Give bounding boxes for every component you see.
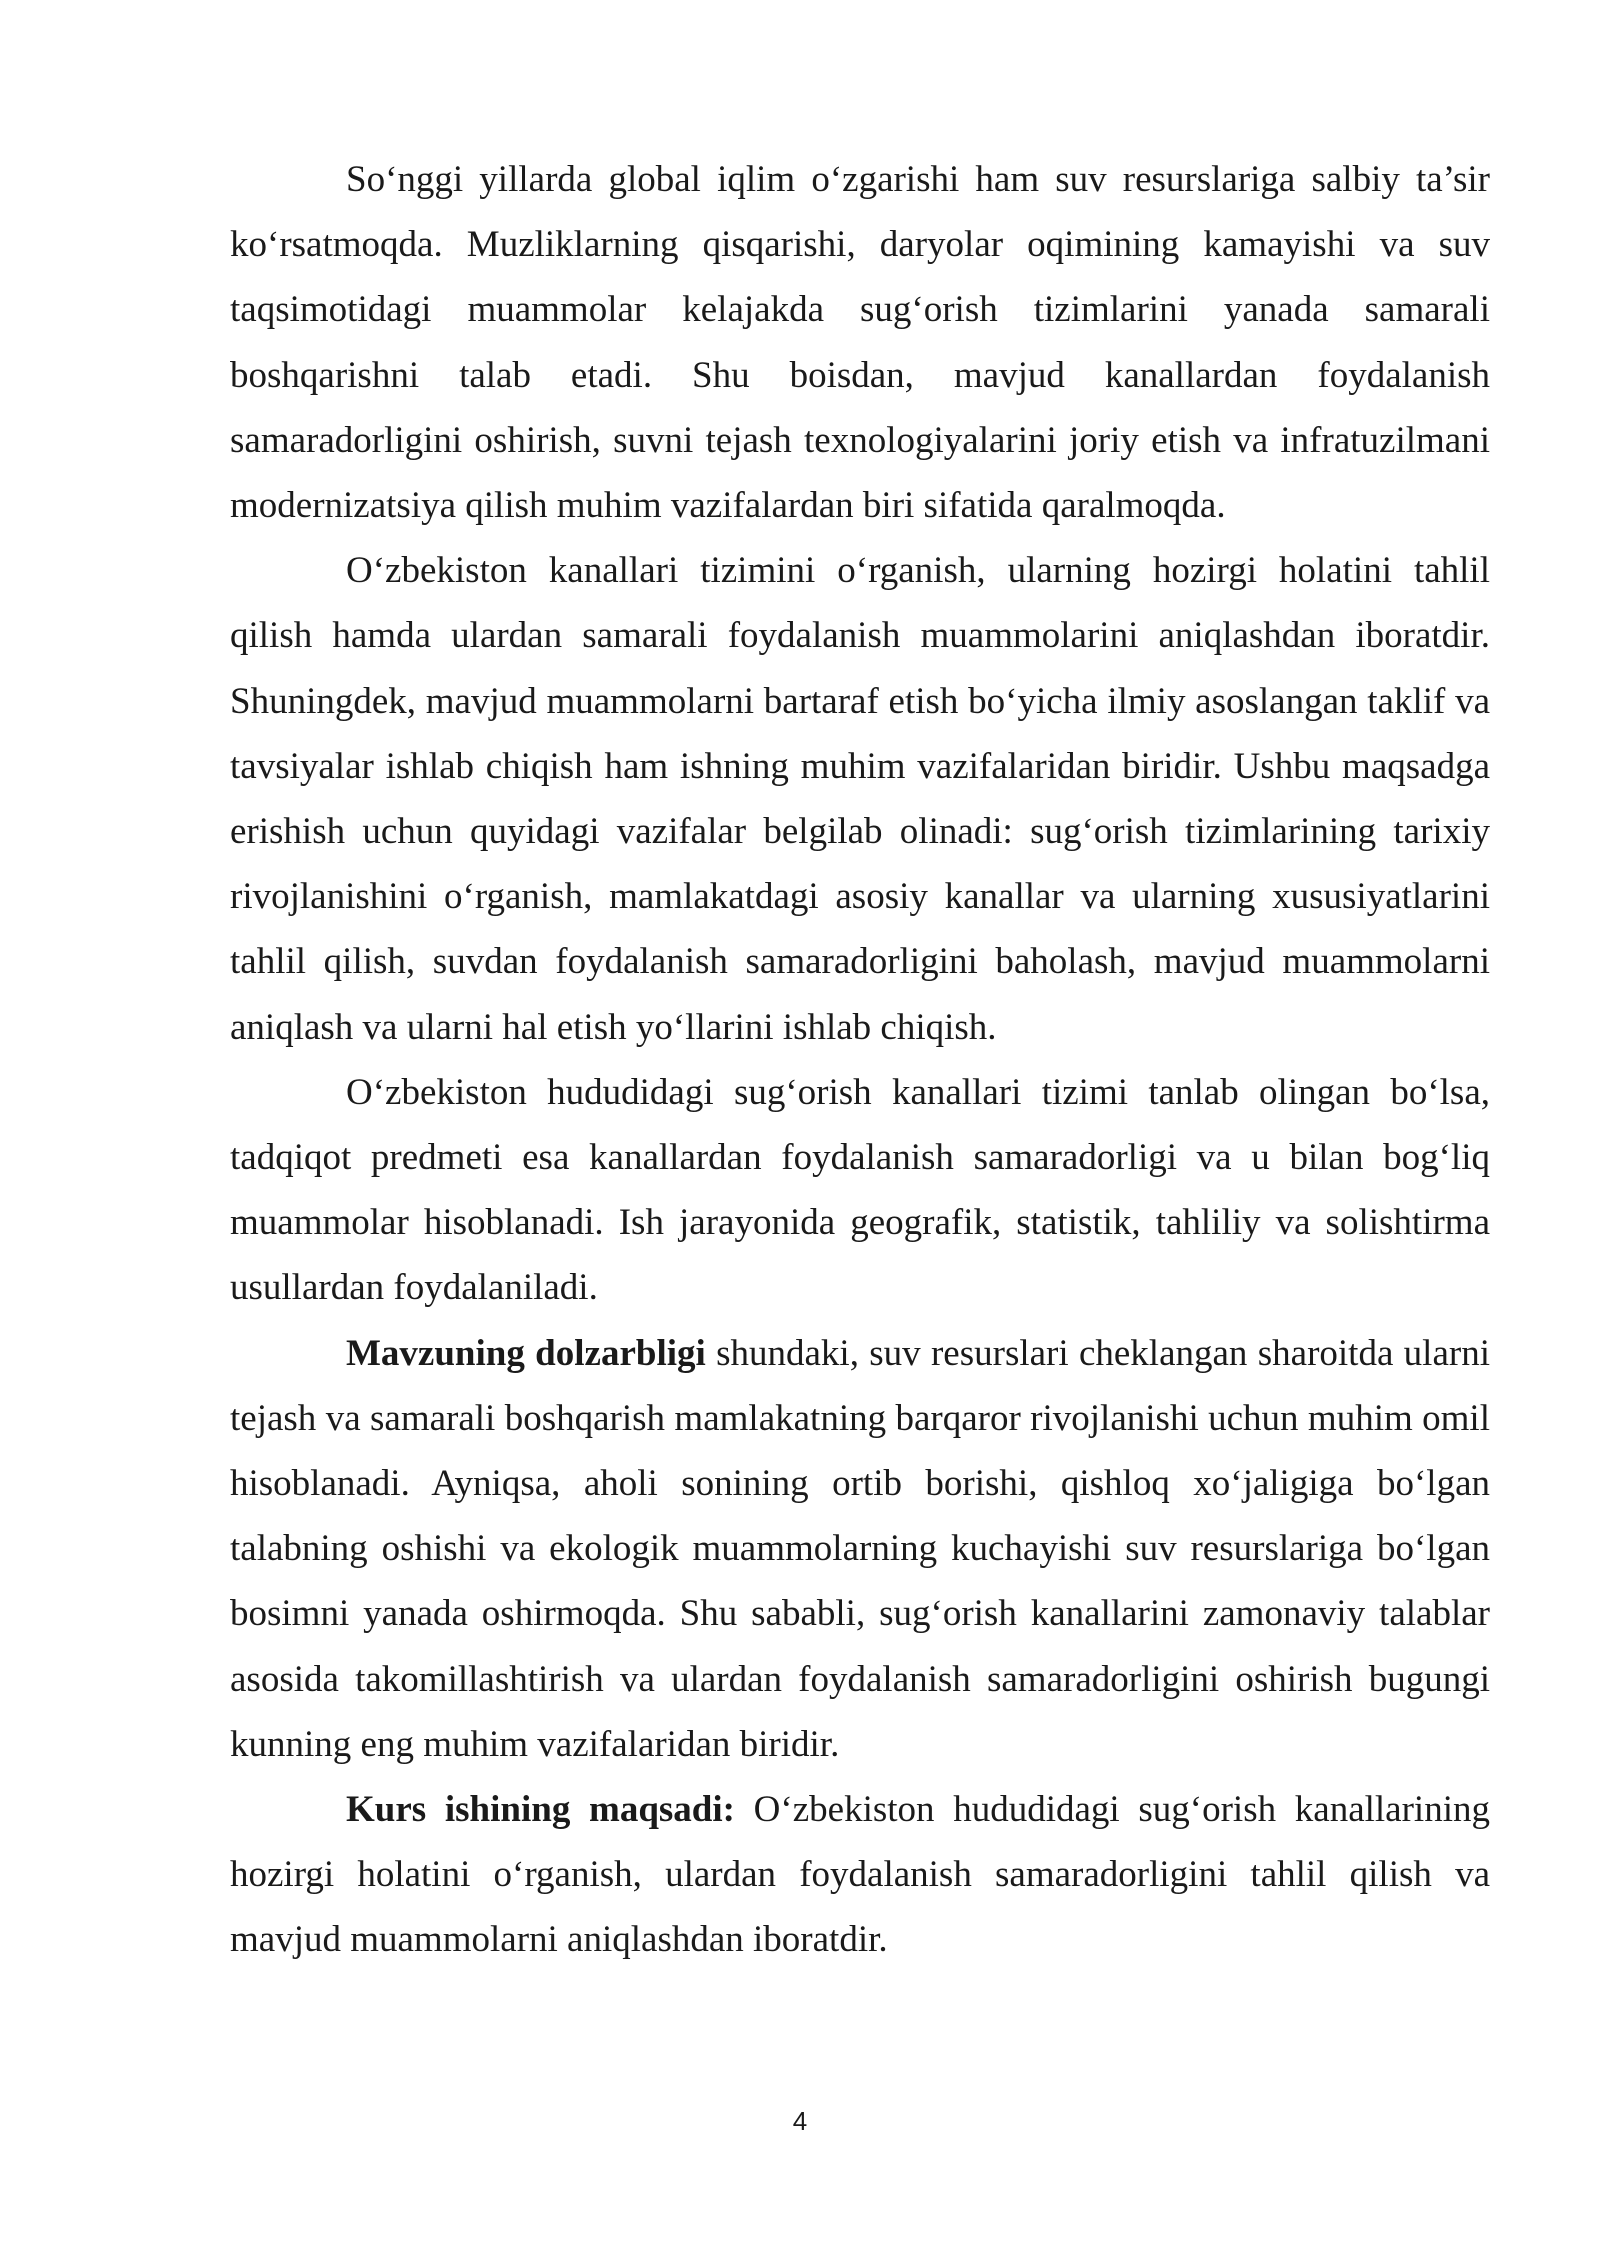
- paragraph-text: O‘zbekiston kanallari tizimini o‘rganish, ularning hozirgi holatini tahlil qilish hamda ulardan samarali foydalanish muammolarini aniqlashdan iboratdir. Shuningdek, mavjud muammolarni bartaraf etish bo‘yicha ilmiy asoslangan taklif va tavsiyalar ishlab chiqish ham ishning muhim vazifalaridan biridir. Ushbu maqsadga erishish uchun quyidagi vazifalar belgilab olinadi: sug‘orish tizimlarining tarixiy rivojlanishini o‘rganish, mamlakatdagi asosiy kanallar va ularning xususiyatlarini tahlil qilish, suvdan foydalanish samaradorligini baholash, mavjud muammolarni aniqlash va ularni hal etish yo‘llarini ishlab chiqish.: [230, 550, 1490, 1048]
- paragraph-course-goal: [230, 1777, 1490, 1973]
- paragraph-text: O‘zbekiston hududidagi sug‘orish kanallarining hozirgi holatini o‘rganish, ulardan foydalanish samaradorligini tahlil qilish va mavjud muammolarni aniqlashdan iboratdir.: [230, 1789, 1490, 1961]
- paragraph-text: shundaki, suv resurslari cheklangan sharoitda ularni tejash va samarali boshqarish mamlakatning barqaror rivojlanishi uchun muhim omil hisoblanadi. Ayniqsa, aholi sonining ortib borishi, qishloq xo‘jaligiga bo‘lgan talabning oshishi va ekologik muammolarning kuchayishi suv resurslariga bo‘lgan bosimni yanada oshirmoqda. Shu sababli, sug‘orish kanallarini zamonaviy talablar asosida takomillashtirish va ulardan foydalanish samaradorligini oshirish bugungi kunning eng muhim vazifalaridan biridir.: [230, 1332, 1490, 1765]
- paragraph-lead-bold: Mavzuning dolzarbligi: [346, 1332, 706, 1374]
- paragraph-climate-change: [230, 147, 1490, 538]
- body-text: [230, 147, 1490, 1973]
- paragraph-lead-bold: Kurs ishining maqsadi:: [346, 1789, 735, 1831]
- paragraph-text: So‘nggi yillarda global iqlim o‘zgarishi ham suv resurslariga salbiy ta’sir ko‘rsatmoqda. Muzliklarning qisqarishi, daryolar oqimining kamayishi va suv taqsimotidagi muammolar kelajakda sug‘orish tizimlarini yanada samarali boshqarishni talab etadi. Shu boisdan, mavjud kanallardan foydalanish samaradorligini oshirish, suvni tejash texnologiyalarini joriy etish va infratuzilmani modernizatsiya qilish muhim vazifalardan biri sifatida qaralmoqda.: [230, 159, 1490, 527]
- paragraph-text: O‘zbekiston hududidagi sug‘orish kanallari tizimi tanlab olingan bo‘lsa, tadqiqot predmeti esa kanallardan foydalanish samaradorligi va u bilan bog‘liq muammolar hisoblanadi. Ish jarayonida geografik, statistik, tahliliy va solishtirma usullardan foydalaniladi.: [230, 1071, 1490, 1309]
- paragraph-topic-relevance: [230, 1321, 1490, 1777]
- page-number: 4: [792, 2106, 808, 2136]
- paragraph-research-tasks: [230, 538, 1490, 1060]
- paragraph-research-subject: [230, 1060, 1490, 1321]
